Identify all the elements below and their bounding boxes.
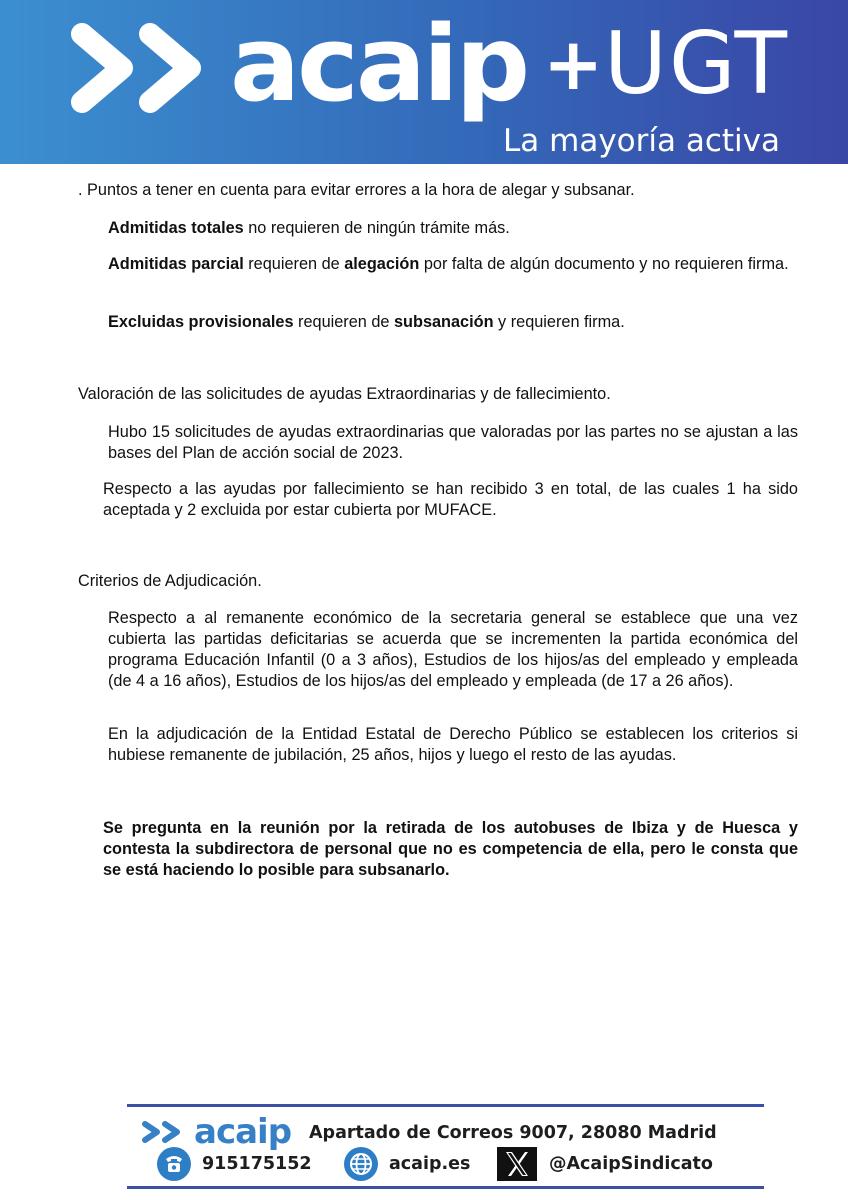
- footer-logo-text: acaip: [194, 1112, 292, 1152]
- website-link[interactable]: acaip.es: [389, 1154, 471, 1174]
- section2-heading: Valoración de las solicitudes de ayudas Extraordinarias y de fallecimiento.: [78, 385, 611, 403]
- admitidas-totales-item: [108, 218, 798, 239]
- excluidas-provisionales-label: Excluidas provisionales: [108, 313, 294, 331]
- plus-sign: +: [543, 22, 604, 106]
- header-banner: [0, 0, 848, 164]
- acaip-logo-text: acaip: [230, 3, 528, 125]
- footer-divider-bottom: [127, 1186, 764, 1189]
- section3-heading: Criterios de Adjudicación.: [78, 572, 262, 590]
- x-logo-icon: [497, 1147, 537, 1181]
- admitidas-totales-label: Admitidas totales: [108, 219, 244, 237]
- ugt-logo-text: UGT: [604, 14, 790, 114]
- phone-number-link[interactable]: 915175152: [202, 1154, 312, 1174]
- twitter-handle-link[interactable]: @AcaipSindicato: [549, 1154, 713, 1174]
- excluidas-provisionales-rest: y requieren firma.: [493, 313, 625, 331]
- section4-bold-para: Se pregunta en la reunión por la retirada de los autobuses de Ibiza y de Huesca y contesta la subdirectora de personal que no es competencia de ella, pero le consta que se está haciendo lo posible para subsanarlo.: [103, 819, 798, 879]
- footer-divider-top: [127, 1104, 764, 1107]
- section3-para2: En la adjudicación de la Entidad Estatal de Derecho Público se establecen los criterios si hubiese remanente de jubilación, 25 años, hijos y luego el resto de las ayudas.: [108, 725, 798, 764]
- double-chevron-right-icon: [141, 1120, 193, 1144]
- excluidas-provisionales-item: [108, 312, 798, 333]
- admitidas-parcial-mid: requieren de: [243, 255, 345, 273]
- double-chevron-right-icon: [66, 18, 226, 118]
- section2-para2: Respecto a las ayudas por fallecimiento se han recibido 3 en total, de las cuales 1 ha sido aceptada y 2 excluida por estar cubierta por MUFACE.: [103, 480, 798, 519]
- section2-para1: Hubo 15 solicitudes de ayudas extraordinarias que valoradas por las partes no se ajustan a las bases del Plan de acción social de 2023.: [108, 423, 798, 462]
- admitidas-parcial-label: Admitidas parcial: [108, 255, 244, 273]
- admitidas-parcial-item: [108, 254, 798, 275]
- subsanacion-term: subsanación: [394, 313, 494, 331]
- section3-para1: Respecto a al remanente económico de la secretaria general se establece que una vez cubierta las partidas deficitarias se acuerda que se incrementen la partida económica del programa Educación Infantil (0 a 3 años), Estudios de los hijos/as del empleado y empleada (de 4 a 16 años), Estudios de los hijos/as del empleado y empleada (de 17 a 26 años).: [108, 609, 798, 690]
- tagline: La mayoría activa: [503, 123, 780, 159]
- excluidas-provisionales-mid: requieren de: [293, 313, 394, 331]
- globe-icon: [344, 1147, 378, 1181]
- admitidas-totales-text: no requieren de ningún trámite más.: [243, 219, 510, 237]
- phone-icon: [157, 1147, 191, 1181]
- alegacion-term: alegación: [344, 255, 420, 273]
- admitidas-parcial-rest: por falta de algún documento y no requieren firma.: [419, 255, 789, 273]
- section1-intro: . Puntos a tener en cuenta para evitar errores a la hora de alegar y subsanar.: [78, 181, 635, 199]
- footer-address: Apartado de Correos 9007, 28080 Madrid: [309, 1123, 717, 1143]
